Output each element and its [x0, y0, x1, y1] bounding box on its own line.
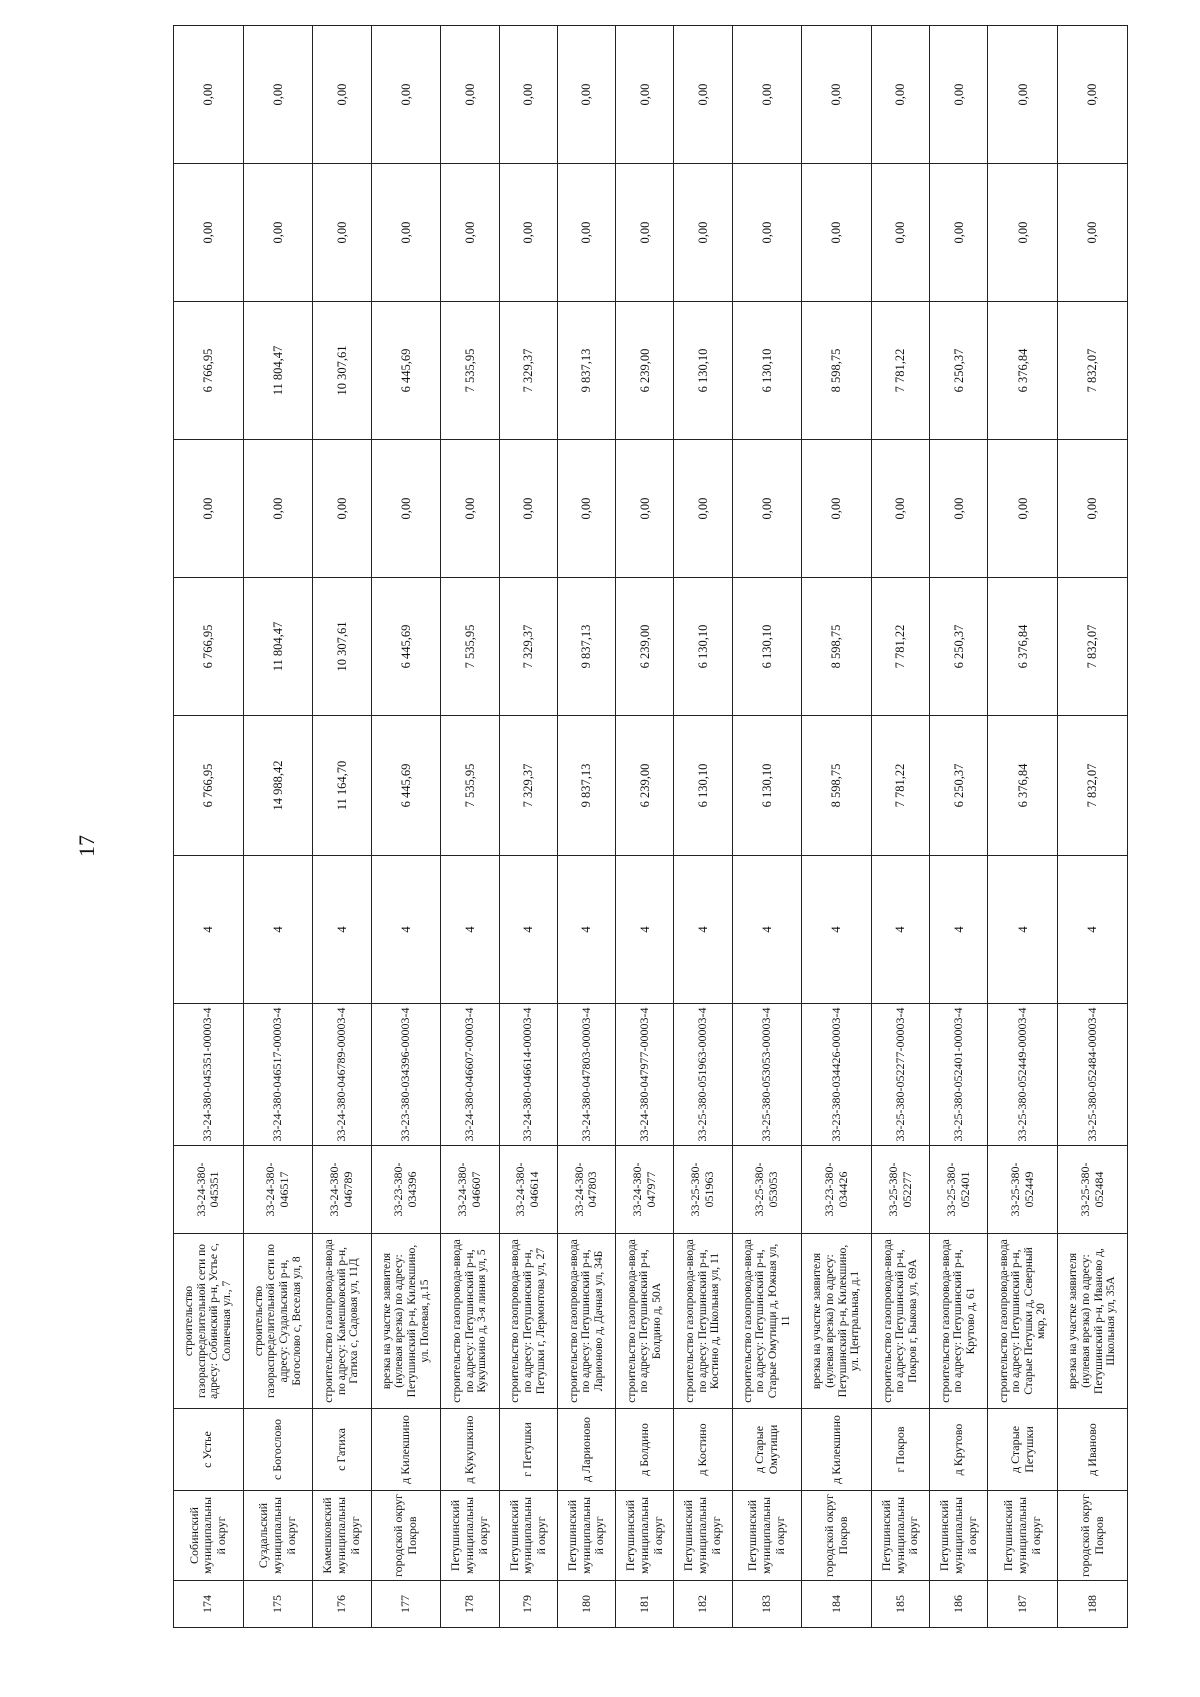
- value-cell: 0,00: [371, 164, 441, 302]
- district-cell: городской округ Покров: [371, 1491, 441, 1581]
- district-cell: городской округ Покров: [802, 1491, 872, 1581]
- value-cell: 7 535,95: [441, 302, 499, 440]
- application-code-cell: 33-24-380-046614-00003-4: [499, 1004, 557, 1146]
- value-cell: 0,00: [930, 26, 988, 164]
- application-code-cell: 33-23-380-034426-00003-4: [802, 1004, 872, 1146]
- value-cell: 7 781,22: [871, 716, 929, 856]
- value-cell: 0,00: [988, 440, 1058, 578]
- description-cell: строительство газопровода-ввода по адресу: Петушинский р-н, Ларионово д, Дачная ул, 34Б: [557, 1234, 615, 1409]
- category-cell: 4: [802, 856, 872, 1004]
- settlement-cell: г Петушки: [499, 1409, 557, 1491]
- table-row: [441, 26, 499, 1628]
- settlement-cell: г Покров: [871, 1409, 929, 1491]
- settlement-cell: д Крутово: [930, 1409, 988, 1491]
- object-code-cell: 33-23-380-034396: [371, 1146, 441, 1234]
- district-cell: Петушинский муниципальный округ: [441, 1491, 499, 1581]
- value-cell: 0,00: [930, 164, 988, 302]
- description-cell: строительство газораспределительной сети по адресу: Собинский р-н, Устье с, Солнечная ул., 7: [174, 1234, 244, 1409]
- value-cell: 0,00: [988, 26, 1058, 164]
- application-code-cell: 33-25-380-052449-00003-4: [988, 1004, 1058, 1146]
- value-cell: 0,00: [871, 26, 929, 164]
- category-cell: 4: [371, 856, 441, 1004]
- object-code-cell: 33-23-380-034426: [802, 1146, 872, 1234]
- value-cell: 9 837,13: [557, 578, 615, 716]
- value-cell: 10 307,61: [313, 578, 371, 716]
- value-cell: 7 535,95: [441, 578, 499, 716]
- value-cell: 0,00: [616, 26, 674, 164]
- object-code-cell: 33-24-380-046789: [313, 1146, 371, 1234]
- settlement-cell: д Старые Омутищи: [732, 1409, 802, 1491]
- value-cell: 6 130,10: [674, 578, 732, 716]
- object-code-cell: 33-25-380-052449: [988, 1146, 1058, 1234]
- district-cell: Петушинский муниципальный округ: [616, 1491, 674, 1581]
- value-cell: 8 598,75: [802, 578, 872, 716]
- settlement-cell: с Гатиха: [313, 1409, 371, 1491]
- category-cell: 4: [557, 856, 615, 1004]
- value-cell: 0,00: [313, 26, 371, 164]
- settlement-cell: д Ларионово: [557, 1409, 615, 1491]
- row-number: 187: [988, 1581, 1058, 1628]
- value-cell: 6 376,84: [988, 716, 1058, 856]
- value-cell: 0,00: [499, 26, 557, 164]
- district-cell: Петушинский муниципальный округ: [732, 1491, 802, 1581]
- value-cell: 0,00: [371, 440, 441, 578]
- object-code-cell: 33-25-380-051963: [674, 1146, 732, 1234]
- value-cell: 0,00: [732, 164, 802, 302]
- value-cell: 6 239,00: [616, 302, 674, 440]
- value-cell: 0,00: [441, 440, 499, 578]
- district-cell: городской округ Покров: [1058, 1491, 1128, 1581]
- description-cell: строительство газопровода-ввода по адресу: Петушинский р-н, Костино д, Школьная ул, 11: [674, 1234, 732, 1409]
- value-cell: 7 781,22: [871, 578, 929, 716]
- table-row: [802, 26, 872, 1628]
- settlement-cell: с Устье: [174, 1409, 244, 1491]
- row-number: 175: [243, 1581, 313, 1628]
- district-cell: Петушинский муниципальный округ: [499, 1491, 557, 1581]
- value-cell: 6 239,00: [616, 578, 674, 716]
- table-row: [557, 26, 615, 1628]
- category-cell: 4: [1058, 856, 1128, 1004]
- value-cell: 7 329,37: [499, 716, 557, 856]
- value-cell: 0,00: [1058, 26, 1128, 164]
- object-code-cell: 33-24-380-047803: [557, 1146, 615, 1234]
- value-cell: 11 164,70: [313, 716, 371, 856]
- value-cell: 0,00: [174, 440, 244, 578]
- rotated-table-container: [173, 83, 1128, 1628]
- application-code-cell: 33-24-380-047977-00003-4: [616, 1004, 674, 1146]
- value-cell: 7 832,07: [1058, 716, 1128, 856]
- row-number: 181: [616, 1581, 674, 1628]
- value-cell: 0,00: [441, 26, 499, 164]
- application-code-cell: 33-23-380-034396-00003-4: [371, 1004, 441, 1146]
- value-cell: 0,00: [371, 26, 441, 164]
- object-code-cell: 33-24-380-046614: [499, 1146, 557, 1234]
- value-cell: 7 535,95: [441, 716, 499, 856]
- value-cell: 0,00: [871, 440, 929, 578]
- description-cell: строительство газопровода-ввода по адресу: Петушинский р-н, Кукушкино д, 3-я линия ул, 5: [441, 1234, 499, 1409]
- description-cell: строительство газопровода-ввода по адресу: Петушинский р-н, Старые Петушки д, Северный мкр, 20: [988, 1234, 1058, 1409]
- description-cell: врезка на участке заявителя (нулевая врезка) по адресу: Петушинский р-н, Килекшино, ул. Центральная, д.1: [802, 1234, 872, 1409]
- value-cell: 8 598,75: [802, 302, 872, 440]
- row-number: 176: [313, 1581, 371, 1628]
- value-cell: 0,00: [557, 26, 615, 164]
- value-cell: 0,00: [802, 164, 872, 302]
- value-cell: 6 250,37: [930, 716, 988, 856]
- settlement-cell: д Килекшино: [371, 1409, 441, 1491]
- value-cell: 0,00: [557, 164, 615, 302]
- row-number: 185: [871, 1581, 929, 1628]
- value-cell: 9 837,13: [557, 302, 615, 440]
- row-number: 182: [674, 1581, 732, 1628]
- value-cell: 0,00: [930, 440, 988, 578]
- value-cell: 0,00: [313, 164, 371, 302]
- category-cell: 4: [674, 856, 732, 1004]
- value-cell: 0,00: [243, 164, 313, 302]
- category-cell: 4: [871, 856, 929, 1004]
- table-row: [174, 26, 244, 1628]
- value-cell: 0,00: [174, 26, 244, 164]
- table-row: [988, 26, 1058, 1628]
- value-cell: 0,00: [732, 440, 802, 578]
- value-cell: 0,00: [732, 26, 802, 164]
- object-code-cell: 33-25-380-053053: [732, 1146, 802, 1234]
- value-cell: 7 832,07: [1058, 578, 1128, 716]
- description-cell: строительство газопровода-ввода по адресу: Петушинский р-н, Крутово д, 61: [930, 1234, 988, 1409]
- table-row: [674, 26, 732, 1628]
- value-cell: 0,00: [313, 440, 371, 578]
- data-table-wrapper: [173, 83, 1128, 1628]
- district-cell: Петушинский муниципальный округ: [674, 1491, 732, 1581]
- application-code-cell: 33-24-380-046789-00003-4: [313, 1004, 371, 1146]
- value-cell: 0,00: [616, 440, 674, 578]
- category-cell: 4: [243, 856, 313, 1004]
- object-code-cell: 33-24-380-045351: [174, 1146, 244, 1234]
- description-cell: строительство газопровода-ввода по адресу: Петушинский р-н, Петушки г, Лермонтова ул, 27: [499, 1234, 557, 1409]
- object-code-cell: 33-24-380-046517: [243, 1146, 313, 1234]
- value-cell: 0,00: [1058, 164, 1128, 302]
- object-code-cell: 33-24-380-047977: [616, 1146, 674, 1234]
- category-cell: 4: [930, 856, 988, 1004]
- value-cell: 6 445,69: [371, 302, 441, 440]
- value-cell: 0,00: [499, 440, 557, 578]
- value-cell: 0,00: [988, 164, 1058, 302]
- description-cell: строительство газопровода-ввода по адресу: Камешковский р-н, Гатиха с, Садовая ул, 11Д: [313, 1234, 371, 1409]
- value-cell: 0,00: [674, 440, 732, 578]
- value-cell: 14 988,42: [243, 716, 313, 856]
- application-code-cell: 33-24-380-046607-00003-4: [441, 1004, 499, 1146]
- value-cell: 0,00: [441, 164, 499, 302]
- value-cell: 0,00: [802, 26, 872, 164]
- description-cell: строительство газопровода-ввода по адресу: Петушинский р-н, Болдино д, 50А: [616, 1234, 674, 1409]
- value-cell: 6 130,10: [674, 302, 732, 440]
- value-cell: 6 130,10: [674, 716, 732, 856]
- value-cell: 7 329,37: [499, 302, 557, 440]
- object-code-cell: 33-24-380-046607: [441, 1146, 499, 1234]
- value-cell: 0,00: [174, 164, 244, 302]
- row-number: 188: [1058, 1581, 1128, 1628]
- table-body: [174, 26, 1128, 1628]
- category-cell: 4: [616, 856, 674, 1004]
- value-cell: 0,00: [674, 164, 732, 302]
- application-code-cell: 33-25-380-052401-00003-4: [930, 1004, 988, 1146]
- district-cell: Петушинский муниципальный округ: [871, 1491, 929, 1581]
- category-cell: 4: [174, 856, 244, 1004]
- object-code-cell: 33-25-380-052401: [930, 1146, 988, 1234]
- value-cell: 9 837,13: [557, 716, 615, 856]
- value-cell: 6 376,84: [988, 578, 1058, 716]
- application-code-cell: 33-24-380-046517-00003-4: [243, 1004, 313, 1146]
- application-code-cell: 33-25-380-051963-00003-4: [674, 1004, 732, 1146]
- value-cell: 6 445,69: [371, 578, 441, 716]
- district-cell: Суздальский муниципальный округ: [243, 1491, 313, 1581]
- value-cell: 6 239,00: [616, 716, 674, 856]
- value-cell: 0,00: [1058, 440, 1128, 578]
- value-cell: 0,00: [557, 440, 615, 578]
- row-number: 177: [371, 1581, 441, 1628]
- value-cell: 6 250,37: [930, 578, 988, 716]
- row-number: 186: [930, 1581, 988, 1628]
- description-cell: врезка на участке заявителя (нулевая врезка) по адресу: Петушинский р-н, Килекшино, ул. Полевая, д.15: [371, 1234, 441, 1409]
- value-cell: 8 598,75: [802, 716, 872, 856]
- settlement-cell: с Богослово: [243, 1409, 313, 1491]
- page-number: 17: [74, 835, 99, 857]
- row-number: 184: [802, 1581, 872, 1628]
- category-cell: 4: [441, 856, 499, 1004]
- description-cell: врезка на участке заявителя (нулевая врезка) по адресу: Петушинский р-н, Иваново д, Школьная ул, 35А: [1058, 1234, 1128, 1409]
- value-cell: 7 832,07: [1058, 302, 1128, 440]
- district-cell: Камешковский муниципальный округ: [313, 1491, 371, 1581]
- value-cell: 6 130,10: [732, 302, 802, 440]
- category-cell: 4: [313, 856, 371, 1004]
- table-row: [1058, 26, 1128, 1628]
- settlement-cell: д Болдино: [616, 1409, 674, 1491]
- value-cell: 7 781,22: [871, 302, 929, 440]
- category-cell: 4: [988, 856, 1058, 1004]
- application-code-cell: 33-24-380-045351-00003-4: [174, 1004, 244, 1146]
- value-cell: 0,00: [499, 164, 557, 302]
- district-cell: Петушинский муниципальный округ: [930, 1491, 988, 1581]
- value-cell: 6 130,10: [732, 578, 802, 716]
- value-cell: 6 766,95: [174, 716, 244, 856]
- object-code-cell: 33-25-380-052277: [871, 1146, 929, 1234]
- description-cell: строительство газопровода-ввода по адресу: Петушинский р-н, Старые Омутищи д, Южная ул, 11: [732, 1234, 802, 1409]
- value-cell: 0,00: [243, 440, 313, 578]
- application-code-cell: 33-24-380-047803-00003-4: [557, 1004, 615, 1146]
- value-cell: 7 329,37: [499, 578, 557, 716]
- value-cell: 0,00: [802, 440, 872, 578]
- value-cell: 10 307,61: [313, 302, 371, 440]
- application-code-cell: 33-25-380-052484-00003-4: [1058, 1004, 1128, 1146]
- row-number: 178: [441, 1581, 499, 1628]
- table-row: [313, 26, 371, 1628]
- category-cell: 4: [499, 856, 557, 1004]
- table-row: [499, 26, 557, 1628]
- value-cell: 0,00: [871, 164, 929, 302]
- object-code-cell: 33-25-380-052484: [1058, 1146, 1128, 1234]
- district-cell: Петушинский муниципальный округ: [557, 1491, 615, 1581]
- value-cell: 6 766,95: [174, 578, 244, 716]
- value-cell: 11 804,47: [243, 302, 313, 440]
- table-row: [616, 26, 674, 1628]
- settlement-cell: д Иваново: [1058, 1409, 1128, 1491]
- district-cell: Собинский муниципальный округ: [174, 1491, 244, 1581]
- table-row: [243, 26, 313, 1628]
- row-number: 180: [557, 1581, 615, 1628]
- value-cell: 6 250,37: [930, 302, 988, 440]
- table-row: [371, 26, 441, 1628]
- value-cell: 6 445,69: [371, 716, 441, 856]
- value-cell: 0,00: [674, 26, 732, 164]
- settlement-cell: д Старые Петушки: [988, 1409, 1058, 1491]
- value-cell: 0,00: [243, 26, 313, 164]
- value-cell: 6 766,95: [174, 302, 244, 440]
- value-cell: 11 804,47: [243, 578, 313, 716]
- row-number: 179: [499, 1581, 557, 1628]
- value-cell: 6 130,10: [732, 716, 802, 856]
- table-row: [930, 26, 988, 1628]
- description-cell: строительство газораспределительной сети по адресу: Суздальский р-н, Богослово с, Веселая ул, 8: [243, 1234, 313, 1409]
- application-code-cell: 33-25-380-053053-00003-4: [732, 1004, 802, 1146]
- application-code-cell: 33-25-380-052277-00003-4: [871, 1004, 929, 1146]
- data-table: [173, 25, 1128, 1628]
- value-cell: 0,00: [616, 164, 674, 302]
- district-cell: Петушинский муниципальный округ: [988, 1491, 1058, 1581]
- description-cell: строительство газопровода-ввода по адресу: Петушинский р-н, Покров г, Быкова ул, 69А: [871, 1234, 929, 1409]
- settlement-cell: д Килекшино: [802, 1409, 872, 1491]
- row-number: 174: [174, 1581, 244, 1628]
- row-number: 183: [732, 1581, 802, 1628]
- settlement-cell: д Кукушкино: [441, 1409, 499, 1491]
- category-cell: 4: [732, 856, 802, 1004]
- value-cell: 6 376,84: [988, 302, 1058, 440]
- settlement-cell: д Костино: [674, 1409, 732, 1491]
- table-row: [732, 26, 802, 1628]
- table-row: [871, 26, 929, 1628]
